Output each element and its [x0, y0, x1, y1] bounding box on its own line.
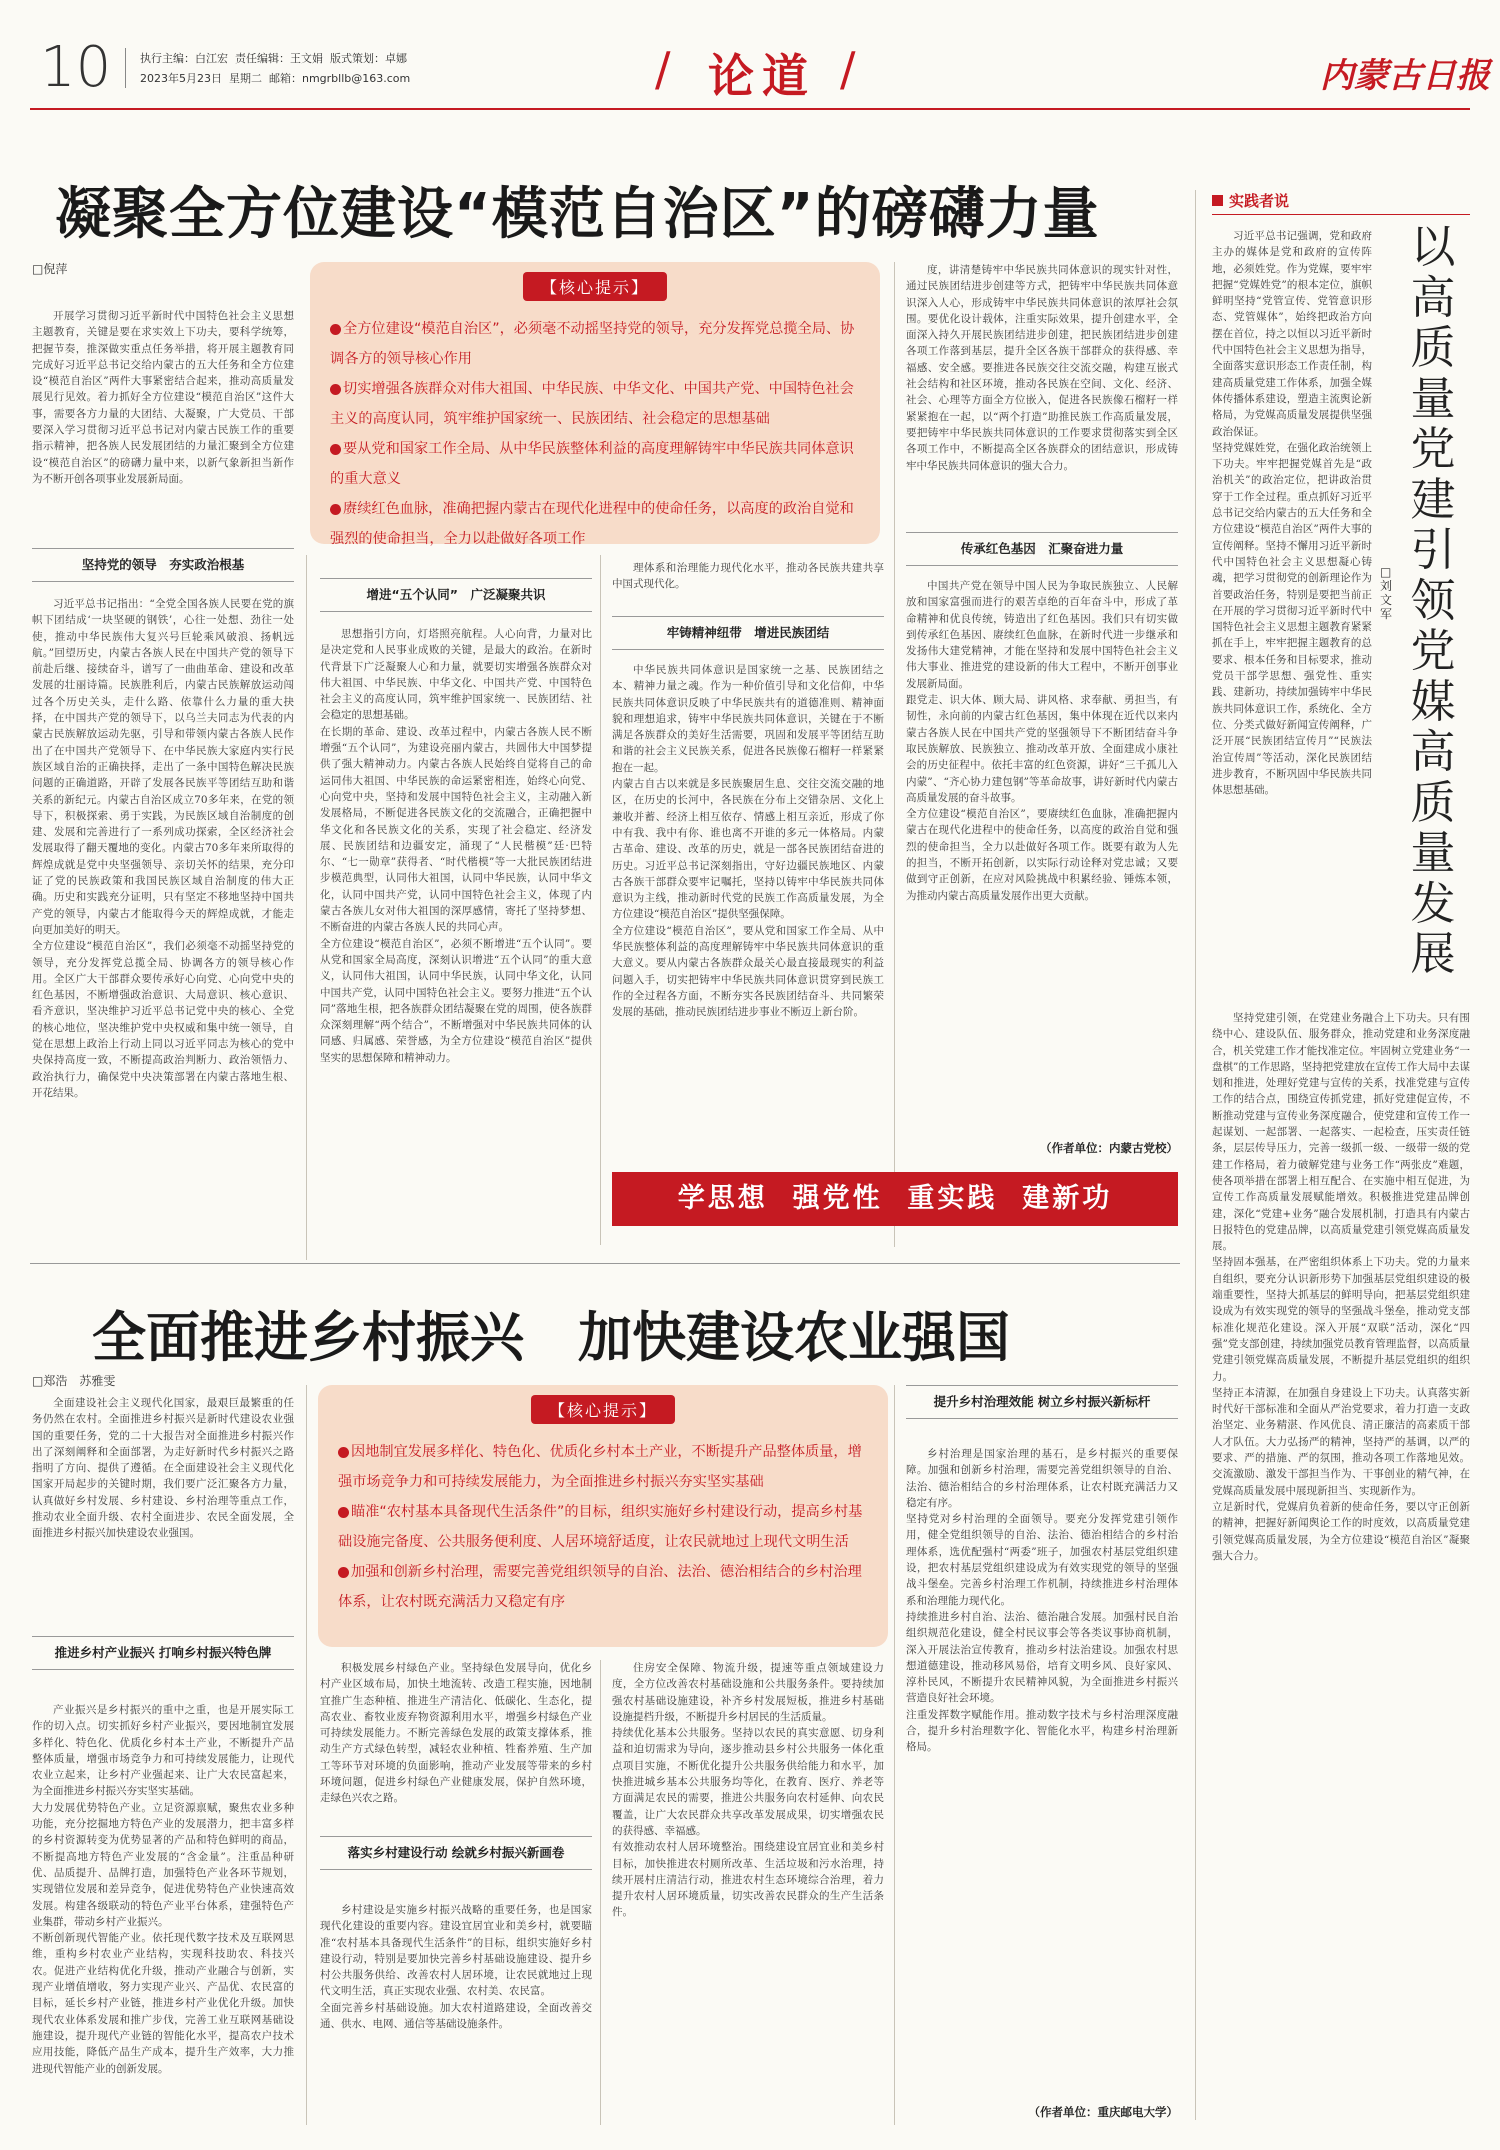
masthead	[0, 0, 1500, 110]
article1-col3-body: 中华民族共同体意识是国家统一之基、民族团结之本、精神力量之魂。作为一种价值引导和文化信仰，中华民族共同体意识反映了中华民族共有的道德准则、精神面貌和理想追求，铸牢中华民族共同体意识，关键在于不断满足各族群众的美好生活需要，巩固和发展平等团结互助和谐的社会主义民族关系，促进各民族像石榴籽一样紧紧抱在一起。 内蒙古自古以来就是多民族聚居生息、交往交流交融的地区，在历史的长河中，各民族在分布上交错杂居、文化上兼收并蓄、经济上相互依存、情感上相互亲近，形成了你中有我、我中有你、谁也离不开谁的多元一体格局。内蒙古革命、建设、改革的历史，就是一部各民族团结奋进的历史。习近平总书记深刻指出，守好边疆民族地区、内蒙古各族干部群众要牢记嘱托，坚持以铸牢中华民族共同体意识为主线，推动新时代党的民族工作高质量发展，为全方位建设“模范自治区”提供坚强保障。 全方位建设“模范自治区”，要从党和国家工作全局、从中华民族整体利益的高度理解铸牢中华民族共同体意识的重大意义。要从内蒙古各族群众最关心最直接最现实的利益问题入手，切实把铸牢中华民族共同体意识贯穿到民族工作的全过程各方面，不断夯实各民族团结奋斗、共同繁荣发展的基础，推动民族团结进步事业不断迈上新台阶。	[612, 664, 884, 1019]
article1-col1-body: 习近平总书记指出：“全党全国各族人民要在党的旗帜下团结成‘一块坚硬的钢铁’，心往一处想、劲往一处使，推动中华民族伟大复兴号巨轮乘风破浪、扬帆远航。”回望历史，内蒙古各族人民在中国共产党的领导下前赴后继、接续奋斗，谱写了一曲曲革命、建设和改革发展的壮丽诗篇。民族胜利后，内蒙古民族解放运动闯过各个历史关头，走什么路、依靠什么力量的重大抉择，在中国共产党的领导下，以乌兰夫同志为代表的内蒙古民族解放运动先驱，引导和带领内蒙古各族人民作出了在中国共产党领导下、在中华民族大家庭内实行民族区域自治的正确抉择，走出了一条中国特色解决民族问题的正确道路，开辟了发展各民族平等团结互助和谐关系的新纪元。内蒙古自治区成立70多年来，在党的领导下，积极探索、勇于实践，为民族区域自治制度的创建、发展和完善进行了一系列成功探索，全区经济社会发展取得了翻天覆地的变化。内蒙古70多年来所取得的辉煌成就是党中央坚强领导、亲切关怀的结果，充分印证了党的民族政策和我国民族区域自治制度的伟大正确。历史和实践充分证明，只有坚定不移地坚持中国共产党的领导，内蒙古才能取得今天的辉煌成就，才能走向更加美好的明天。 全方位建设“模范自治区”，我们必须毫不动摇坚持党的领导，充分发挥党总揽全局、协调各方的领导核心作用。全区广大干部群众要传承好心向党、心向党中央的红色基因，不断增强政治意识、大局意识、核心意识、看齐意识，坚决维护习近平总书记党中央的核心、全党的核心地位，坚决维护党中央权威和集中统一领导，自觉在思想上政治上行动上同以习近平同志为核心的党中央保持高度一致，不断提高政治判断力、政治领悟力、政治执行力，确保党中央决策部署在内蒙古落地生根、开花结果。	[32, 598, 294, 1099]
bullet-icon	[338, 1507, 349, 1518]
article2-core-box	[318, 1385, 888, 1647]
masthead-date: 2023年5月23日 星期二 邮箱：nmgrbllb@163.com	[140, 72, 411, 85]
article1-box-title: 【核心提示】	[523, 272, 667, 301]
article1-headline: 凝聚全方位建设“模范自治区”的磅礴力量	[55, 182, 1100, 247]
sidebar-vertical-title: 以高质量党建引领党媒高质量发展	[1410, 220, 1456, 980]
article2-box-points	[338, 1437, 868, 1617]
article2-subhead-3: 提升乡村治理效能 树立乡村振兴新标杆	[906, 1385, 1178, 1419]
article1-col3-top: 理体系和治理能力现代化水平，推动各民族共建共享中国式现代化。	[612, 562, 884, 591]
article2-col1-intro: 全面建设社会主义现代化国家，最艰巨最繁重的任务仍然在农村。全面推进乡村振兴是新时代建设农业强国的重要任务，党的二十大报告对全面推进乡村振兴作出了深刻阐释和全面部署，为走好新时代乡村振兴之路指明了方向、提供了遵循。在全面建设社会主义现代化国家开局起步的关键时期，我们要广泛汇聚各方力量，认真做好乡村发展、乡村建设、乡村治理等重点工作，推动农业全面升级、农村全面进步、农民全面发展，全面推进乡村振兴加快建设农业强国。	[32, 1397, 294, 1540]
article2-subhead-1: 推进乡村产业振兴 打响乡村振兴特色牌	[32, 1636, 294, 1670]
article2-headline: 全面推进乡村振兴 加快建设农业强国	[92, 1306, 1010, 1369]
article1-box-points	[330, 314, 860, 554]
article1-subhead-4: 传承红色基因 汇聚奋进力量	[906, 532, 1178, 566]
slash-right-icon: /	[840, 42, 856, 96]
bullet-icon	[330, 504, 341, 515]
section-title: 论道	[708, 49, 816, 103]
box-point: 全方位建设“模范自治区”，必须毫不动摇坚持党的领导，充分发挥党总揽全局、协调各方的领导核心作用	[330, 321, 855, 367]
article2-col4-body: 乡村治理是国家治理的基石，是乡村振兴的重要保障。加强和创新乡村治理，需要完善党组织领导的自治、法治、德治相结合的乡村治理体系，让农村既充满活力又稳定有序。 坚持党对乡村治理的全面领导。要充分发挥党建引领作用，健全党组织领导的自治、法治、德治相结合的乡村治理体系，选优配强村“两委”班子，加强农村基层党组织建设，把农村基层党组织建设成为有效实现党的领导的坚强战斗堡垒。完善乡村治理工作机制，持续推进乡村治理体系和治理能力现代化。 持续推进乡村自治、法治、德治融合发展。加强村民自治组织规范化建设，健全村民议事会等各类议事协商机制，深入开展法治宣传教育，推动乡村法治建设。加强农村思想道德建设，推动移风易俗，培育文明乡风、良好家风、淳朴民风，不断提升农民精神风貌，为全面推进乡村振兴营造良好社会环境。 注重发挥数字赋能作用。推动数字技术与乡村治理深度融合，提升乡村治理数字化、智能化水平，构建乡村治理新格局。	[906, 1448, 1178, 1754]
article1-byline: □倪萍	[32, 262, 68, 276]
article2-credit: （作者单位：重庆邮电大学）	[1028, 2105, 1178, 2119]
article1-subhead-3: 牢铸精神纽带 增进民族团结	[612, 616, 884, 650]
sidebar-text-top: 习近平总书记强调，党和政府主办的媒体是党和政府的宣传阵地，必须姓党。作为党媒，要牢牢把握“党媒姓党”的根本定位，旗帜鲜明坚持“党管宣传、党管意识形态、党管媒体”，始终把政治方向摆在首位，持之以恒以习近平新时代中国特色社会主义思想为指导，全面落实意识形态工作责任制，构建高质量党建工作体系，加强全媒体传播体系建设，塑造主流舆论新格局，为党媒高质量发展提供坚强政治保证。 坚持党媒姓党，在强化政治统领上下功夫。牢牢把握党媒首先是“政治机关”的政治定位，把讲政治贯穿于工作全过程。重点抓好习近平总书记交给内蒙古的五大任务和全方位建设“模范自治区”两件大事的宣传阐释。坚持不懈用习近平新时代中国特色社会主义思想凝心铸魂，把学习贯彻党的创新理论作为首要政治任务，特别是要把当前正在开展的学习贯彻习近平新时代中国特色社会主义思想主题教育紧紧抓在手上，牢牢把握主题教育的总要求、根本任务和目标要求，推动党员干部学思想、强党性、重实践、建新功，持续加强铸牢中华民族共同体意识工作，系统化、全方位、分类式做好新闻宣传阐释，广泛开展“民族团结宣传月”“民族法治宣传周”等活动，深化民族团结进步教育，不断巩固中华民族共同体思想基础。	[1212, 230, 1372, 797]
box-point: 要从党和国家工作全局、从中华民族整体利益的高度理解铸牢中华民族共同体意识的重大意义	[330, 441, 854, 487]
box-point: 切实增强各族群众对伟大祖国、中华民族、中华文化、中国共产党、中国特色社会主义的高度认同，筑牢维护国家统一、民族团结、社会稳定的思想基础	[330, 381, 854, 427]
box-point: 加强和创新乡村治理，需要完善党组织领导的自治、法治、德治相结合的乡村治理体系，让农村既充满活力又稳定有序	[338, 1564, 862, 1610]
article1-col2-body: 思想指引方向，灯塔照亮航程。人心向背，力量对比是决定党和人民事业成败的关键，是最大的政治。在新时代背景下广泛凝聚人心和力量，就要切实增强各族群众对伟大祖国、中华民族、中华文化、中国共产党、中国特色社会主义的高度认同，筑牢维护国家统一、民族团结、社会稳定的思想基础。 在长期的革命、建设、改革过程中，内蒙古各族人民不断增强“五个认同”，为建设亮丽内蒙古，共圆伟大中国梦提供了强大精神动力。内蒙古各族人民始终自觉将自己的命运同伟大祖国、中华民族的命运紧密相连，始终心向党、心向党中央，坚持和发展中国特色社会主义，主动融入新发展格局，不断促进各民族文化的交流融合，正确把握中华文化和各民族文化的关系，实现了社会稳定、经济发展、民族团结和边疆安定，涌现了“人民楷模”廷·巴特尔、“七一勋章”获得者、“时代楷模”等一大批民族团结进步模范典型，认同伟大祖国，认同中华民族，认同中华文化，认同中国共产党，认同中国特色社会主义，体现了内蒙古各族儿女对伟大祖国的深厚感情，寄托了坚持梦想、不断奋进的内蒙古各族人民的共同心声。 全方位建设“模范自治区”，必须不断增进“五个认同”。要从党和国家全局高度，深刻认识增进“五个认同”的重大意义，认同伟大祖国，认同中华民族，认同中华文化，认同中国共产党，认同中国特色社会主义。要努力推进“五个认同”落地生根，把各族群众团结凝聚在党的周围，使各族群众深刻理解“两个结合”，不断增强对中华民族共同体的认同感、归属感、荣誉感，为全方位建设“模范自治区”提供坚实的思想保障和精神动力。	[320, 628, 592, 1064]
article2-subhead-2: 落实乡村建设行动 绘就乡村振兴新画卷	[320, 1836, 592, 1870]
article1-core-box	[310, 262, 880, 547]
box-point: 瞄准“农村基本具备现代生活条件”的目标，组织实施好乡村建设行动，提高乡村基础设施完备度、公共服务便利度、人居环境舒适度，让农民就地过上现代文明生活	[338, 1504, 863, 1550]
article2-col2-body: 乡村建设是实施乡村振兴战略的重要任务，也是国家现代化建设的重要内容。建设宜居宜业和美乡村，就要瞄准“农村基本具备现代生活条件”的目标，组织实施好乡村建设行动，特别是要加快完善乡村基础设施建设、提升乡村公共服务供给、改善农村人居环境，让农民就地过上现代文明生活，真正实现农业强、农村美、农民富。 全面完善乡村基础设施。加大农村道路建设，全面改善交通、供水、电网、通信等基础设施条件。	[320, 1904, 592, 2031]
masthead-editors: 执行主编：白江宏 责任编辑：王文娟 版式策划：卓娜	[140, 52, 407, 65]
sidebar-text-bottom: 坚持党建引领，在党建业务融合上下功夫。只有围绕中心、建设队伍、服务群众，推动党建和业务深度融合，机关党建工作才能找准定位。牢固树立党建业务“一盘棋”的工作思路，坚持把党建放在宣传工作大局中去谋划和推进，处理好党建与宣传的关系，找准党建与宣传工作的结合点，围绕宣传抓党建，抓好党建促宣传，不断推动党建与宣传业务深度融合，使党建和宣传工作一起谋划、一起部署、一起落实、一起检查，压实责任链条，层层传导压力，完善一级抓一级、一级带一级的党建工作格局，着力破解党建与业务工作“两张皮”难题，使各项举措在部署上相互配合、在实施中相互促进，为宣传工作高质量发展赋能增效。积极推进党建品牌创建，深化“党建+业务”融合发展机制，打造具有内蒙古日报特色的党建品牌，以高质量党建引领党媒高质量发展。 坚持固本强基，在严密组织体系上下功夫。党的力量来自组织，要充分认识新形势下加强基层党组织建设的极端重要性，坚持大抓基层的鲜明导向，把基层党组织建设成为有效实现党的领导的坚强战斗堡垒，推动党支部标准化规范化建设。深入开展“双联”活动，深化“四强”党支部创建，持续加强党员教育管理监督，以高质量党建引领党媒高质量发展，不断提升基层党组织的组织力。 坚持正本清源，在加强自身建设上下功夫。认真落实新时代好干部标准和全面从严治党要求，着力打造一支政治坚定、业务精湛、作风优良、清正廉洁的高素质干部人才队伍。大力弘扬严的精神，坚持严的基调，以严的要求、严的措施、严的氛围，推动各项工作落地见效。交流激励、激发干部担当作为、干事创业的精气神，在党媒高质量发展中展现新担当、实现新作为。 立足新时代，党媒肩负着新的使命任务，要以守正创新的精神，把握好新闻舆论工作的时度效，以高质量党建引领党媒高质量发展，为全方位建设“模范自治区”凝聚强大合力。	[1212, 1012, 1470, 1562]
article1-col1-intro: 开展学习贯彻习近平新时代中国特色社会主义思想主题教育，关键是要在求实效上下功夫，要科学统筹，把握节奏，推深做实重点任务举措，将开展主题教育同完成好习近平总书记交给内蒙古的五大任务和全方位建设“模范自治区”两件大事紧密结合起来，推动高质量发展见行见效。着力抓好全方位建设“模范自治区”这件大事，需要各方力量的大团结、大凝聚，广大党员、干部要深入学习贯彻习近平总书记对内蒙古民族工作的重要指示精神，把各族人民发展团结的力量汇聚到全方位建设“模范自治区”的磅礴力量中来，以新气象新担当新作为不断开创各项事业发展新局面。	[32, 310, 294, 485]
banner-slogan: 学思想 强党性 重实践 建新功	[612, 1172, 1178, 1226]
article2-byline: □郑浩 苏雅雯	[32, 1374, 116, 1388]
article1-col4-body: 中国共产党在领导中国人民为争取民族独立、人民解放和国家富强而进行的艰苦卓绝的百年奋斗中，形成了革命精神和优良传统，铸造出了红色基因。我们只有切实做到传承红色基因、赓续红色血脉，在新时代进一步继承和发扬伟大建党精神，才能在坚持和发展中国特色社会主义伟大事业、推进党的建设新的伟大工程中，不断开创事业发展新局面。 跟党走、识大体、顾大局、讲风格、求奉献、勇担当，有韧性，永向前的内蒙古红色基因，集中体现在近代以来内蒙古各族人民在中国共产党的坚强领导下不断团结奋斗争取民族解放、民族独立、推动改革开放、全面建成小康社会的历史征程中。依托丰富的红色资源，讲好“三千孤儿入内蒙”、“齐心协力建包钢”等革命故事，讲好新时代内蒙古高质量发展的奋斗故事。 全方位建设“模范自治区”，要赓续红色血脉，准确把握内蒙古在现代化进程中的使命任务，以高度的政治自觉和强烈的使命担当，全力以赴做好各项工作。既要有敢为人先的担当，不断开拓创新，以实际行动诠释对党忠诚；又要做到守正创新，在应对风险挑战中积累经验、锤炼本领，为推动内蒙古高质量发展作出更大贡献。	[906, 580, 1178, 902]
slash-left-icon: /	[655, 42, 671, 96]
newspaper-logo: 内蒙古日报	[1320, 56, 1490, 96]
box-point: 因地制宜发展多样化、特色化、优质化乡村本土产业，不断提升产品整体质量，增强市场竞争力和可持续发展能力，为全面推进乡村振兴夯实坚实基础	[338, 1444, 862, 1490]
bullet-icon	[330, 444, 341, 455]
article1-credit: （作者单位：内蒙古党校）	[1040, 1141, 1178, 1155]
article1-subhead-2: 增进“五个认同” 广泛凝聚共识	[320, 578, 592, 612]
square-icon	[1212, 195, 1223, 206]
article2-col2-top: 积极发展乡村绿色产业。坚持绿色发展导向，优化乡村产业区域布局，加快土地流转、改造工程实施，因地制宜推广生态种植、推进生产清洁化、低碳化、生态化，提高农业、畜牧业废弃物资源利用水平，增强乡村绿色产业可持续发展能力。不断完善绿色发展的政策支撑体系，推动生产方式绿色转型，减轻农业种植、牲畜养殖、生产加工等环节对环境的负面影响，推动产业发展等带来的乡村环境问题，促进乡村绿色产业健康发展，保护自然环境，走绿色兴农之路。	[320, 1662, 592, 1805]
bullet-icon	[338, 1567, 349, 1578]
sidebar-author: □刘文军	[1380, 565, 1393, 621]
article2-box-title: 【核心提示】	[531, 1395, 675, 1424]
sidebar-tag: 实践者说	[1212, 190, 1289, 211]
article2-col1-body: 产业振兴是乡村振兴的重中之重，也是开展实际工作的切入点。切实抓好乡村产业振兴，要因地制宜发展多样化、特色化、优质化乡村本土产业，不断提升产品整体质量，增强市场竞争力和可持续发展能力，让现代农业立起来，让乡村产业强起来、让广大农民富起来，为全面推进乡村振兴夯实坚实基础。 大力发展优势特色产业。立足资源禀赋，聚焦农业多种功能，充分挖掘地方特色产业的发展潜力，把丰富多样的乡村资源转变为优势显著的产品和特色鲜明的商品，不断提高地方特色产业发展的“含金量”。注重品种研优、品质提升、品牌打造，加强特色产业各环节规划，实现错位发展和差异竞争，促进优势特色产业快速高效发展。构建各级联动的特色产业平台体系，建强特色产业集群，带动乡村产业振兴。 不断创新现代智能产业。依托现代数字技术及互联网思维，重构乡村农业产业结构，实现科技助农、科技兴农。促进产业结构优化升级，推动产业融合与创新，实现产业增值增收，努力实现产业兴、产品优、农民富的目标，延长乡村产业链，推进乡村产业优化升级。加快现代农业体系发展和推广步伐，完善工业互联网基础设施建设，提升现代产业链的智能化水平，提高农户技术应用技能，降低产品生产成本，提升生产效率，大力推进现代智能产业的创新发展。	[32, 1704, 294, 2075]
bullet-icon	[330, 324, 341, 335]
bullet-icon	[338, 1447, 349, 1458]
article2-col3-body: 住房安全保障、物流升级，提速等重点领域建设力度，全方位改善农村基础设施和公共服务条件。要持续加强农村基础设施建设，补齐乡村发展短板，推进乡村基础设施提档升级，不断提升乡村居民的生活质量。 持续优化基本公共服务。坚持以农民的真实意愿、切身利益和迫切需求为导向，逐步推动县乡村公共服务一体化重点项目实施，不断优化提升公共服务供给能力和水平，加快推进城乡基本公共服务均等化，在教育、医疗、养老等方面满足农民的需要，推进公共服务向农村延伸、向农民覆盖，让广大农民群众共享改革发展成果，切实增强农民的获得感、幸福感。 有效推动农村人居环境整治。围绕建设宜居宜业和美乡村目标，加快推进农村厕所改革、生活垃圾和污水治理，持续开展村庄清洁行动，推进农村生态环境综合治理，着力提升农村人居环境质量，切实改善农民群众的生产生活条件。	[612, 1662, 884, 1919]
box-point: 赓续红色血脉，准确把握内蒙古在现代化进程中的使命任务，以高度的政治自觉和强烈的使命担当，全力以赴做好各项工作	[330, 501, 854, 547]
article1-subhead-1: 坚持党的领导 夯实政治根基	[32, 548, 294, 582]
article1-col4-top: 度，讲清楚铸牢中华民族共同体意识的现实针对性，通过民族团结进步创建等方式，把铸牢中华民族共同体意识深入人心，形成铸牢中华民族共同体意识的浓厚社会氛围。要优化设计载体，注重实际效果，提升创建水平，全面深入持久开展民族团结进步创建，把民族团结进步创建各项工作落到基层，提升全区各族干部群众的获得感、幸福感、安全感。要推进各民族交往交流交融，构建互嵌式社会结构和社区环境，推动各民族在空间、文化、经济、社会、心理等方面全方位嵌入，促进各民族像石榴籽一样紧紧抱在一起，以“两个打造”助推民族工作高质量发展，要把铸牢中华民族共同体意识的工作要求贯彻落实到全区各项工作中，不断提高全区各族群众的团结意识，形成铸牢中华民族共同体意识的强大合力。	[906, 264, 1178, 472]
bullet-icon	[330, 384, 341, 395]
page-number: 10	[40, 35, 112, 100]
